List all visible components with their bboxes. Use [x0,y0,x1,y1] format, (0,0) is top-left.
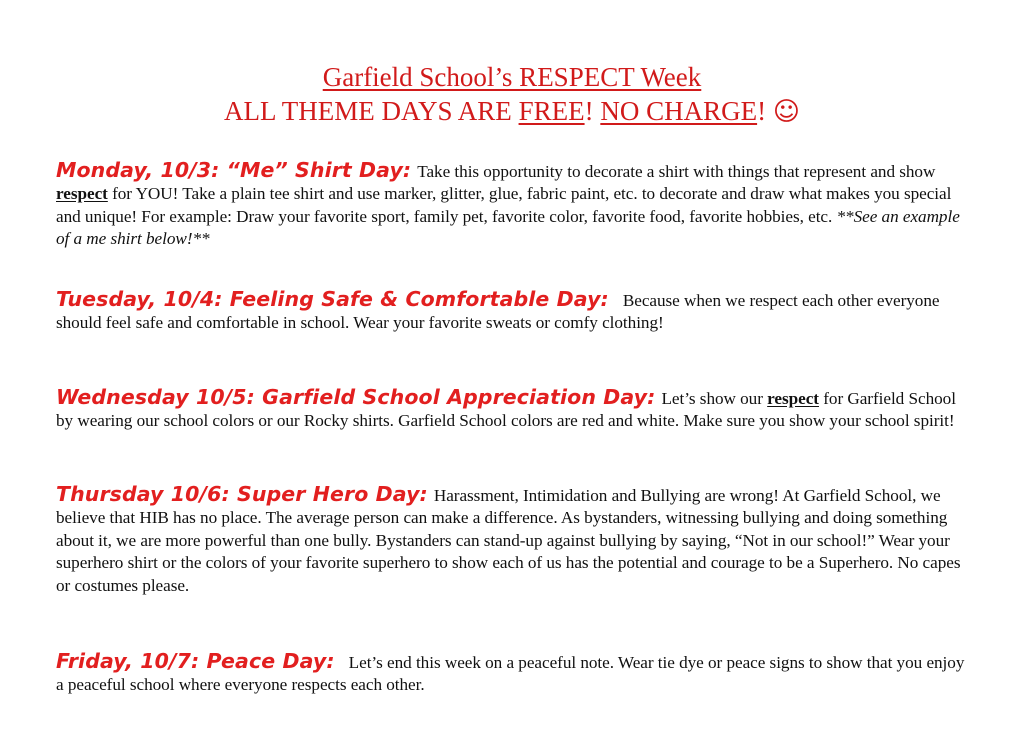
day-monday [56,159,966,251]
day-thursday [56,483,966,597]
day-friday-heading: Friday, 10/7: Peace Day: [56,649,335,673]
day-tuesday-heading: Tuesday, 10/4: Feeling Safe & Comfortable Day: [56,287,609,311]
title-line-1: Garfield School’s RESPECT Week [322,62,702,92]
flyer-title [0,60,1024,129]
title-no-charge: NO CHARGE [600,96,758,126]
day-wednesday-respect: respect [767,389,819,408]
title-line-2 [0,94,1024,129]
day-monday-note: **See an example of a me shirt below!** [56,206,960,249]
day-thursday-heading: Thursday 10/6: Super Hero Day: [56,482,428,506]
day-wednesday-heading: Wednesday 10/5: Garfield School Appreciation Day: [56,385,656,409]
day-monday-respect: respect [56,184,108,204]
title-free: FREE [518,96,585,126]
day-wednesday-text-b: for Garfield School by wearing our school colors or our Rocky shirts. Garfield School colors are red and white. Make sure you show your school spirit! [56,389,956,431]
smiley-icon: ☺ [772,97,800,127]
day-friday-text: Let’s end this week on a peaceful note. Wear tie dye or peace signs to show that you enjoy a peaceful school where everyone respects each other. [56,653,965,695]
title-line-2-prefix: ALL THEME DAYS ARE [224,96,519,126]
title-line-2-mid: ! [584,96,601,126]
title-line-2-suffix: ! [757,96,773,126]
day-wednesday-text-a: Let’s show our [661,389,768,408]
day-monday-text-a: Take this opportunity to decorate a shirt with things that represent and show [417,162,936,181]
day-monday-heading: Monday, 10/3: “Me” Shirt Day: [56,158,412,182]
day-thursday-text: Harassment, Intimidation and Bullying are wrong! At Garfield School, we believe that HIB has no place. The average person can make a difference. As bystanders, witnessing bullying and doing something about it, we are more powerful than one bully. Bystanders can stand-up against bullying by saying, “Not in our school!” Wear your superhero shirt or the colors of your favorite superhero to show each of us has the potential and courage to be a Superhero. No capes or costumes please. [56,486,961,595]
day-tuesday-text: Because when we respect each other everyone should feel safe and comfortable in school. Wear your favorite sweats or comfy clothing! [56,291,940,333]
day-tuesday [56,288,966,335]
day-wednesday [56,386,966,433]
day-monday-text-b: for YOU! Take a plain tee shirt and use marker, glitter, glue, fabric paint, etc. to decorate and draw what makes you special and unique! For example: Draw your favorite sport, family pet, favorite color, favorite food, favorite hobbies, etc. [56,184,952,226]
day-friday [56,650,966,697]
